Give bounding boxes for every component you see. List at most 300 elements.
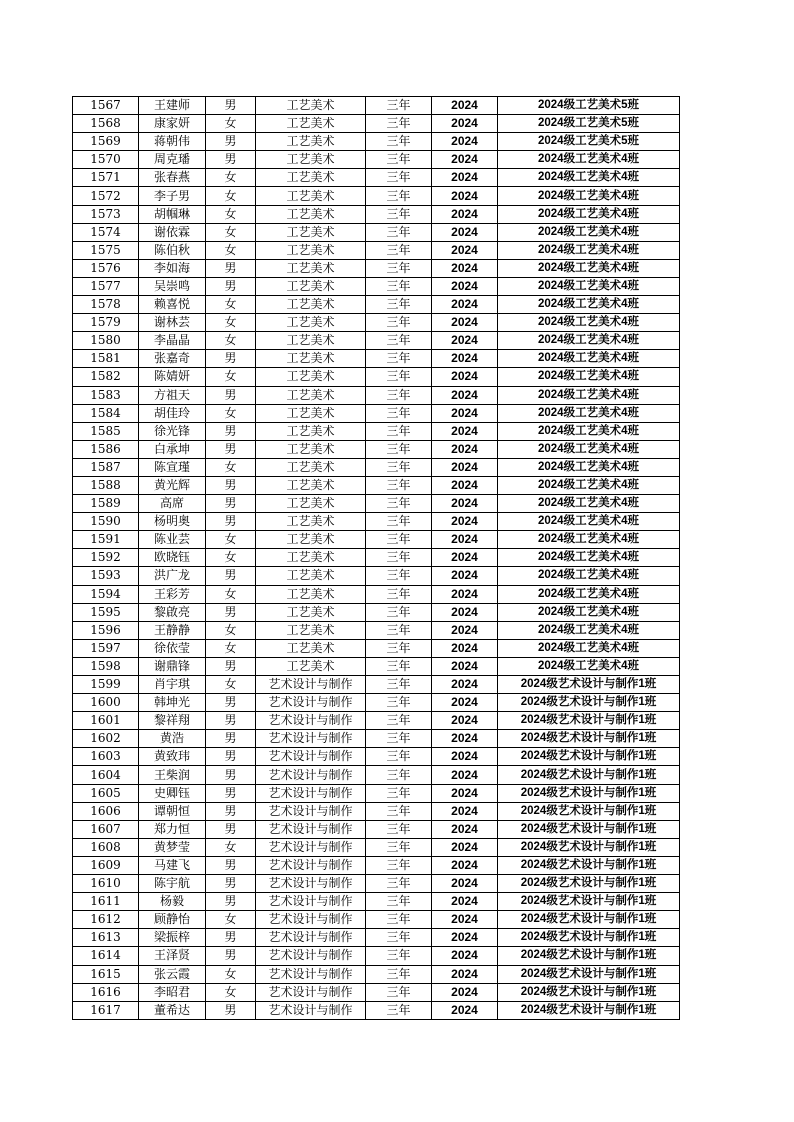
id-cell: 1574	[73, 223, 139, 241]
gender-cell: 男	[206, 277, 256, 295]
major-cell: 艺术设计与制作	[256, 766, 366, 784]
table-row	[73, 730, 680, 748]
name-cell: 张嘉奇	[139, 350, 206, 368]
major-cell: 工艺美术	[256, 513, 366, 531]
table-row	[73, 983, 680, 1001]
gender-cell: 女	[206, 621, 256, 639]
table-row	[73, 657, 680, 675]
year-cell: 2024	[432, 585, 498, 603]
duration-cell: 三年	[366, 241, 432, 259]
table-row	[73, 296, 680, 314]
gender-cell: 男	[206, 947, 256, 965]
major-cell: 艺术设计与制作	[256, 802, 366, 820]
table-row	[73, 875, 680, 893]
class-cell: 2024级工艺美术4班	[498, 205, 680, 223]
table-row	[73, 838, 680, 856]
name-cell: 蒋朝伟	[139, 133, 206, 151]
id-cell: 1581	[73, 350, 139, 368]
student-roster-table	[72, 96, 680, 1020]
duration-cell: 三年	[366, 603, 432, 621]
gender-cell: 男	[206, 440, 256, 458]
name-cell: 李子男	[139, 187, 206, 205]
duration-cell: 三年	[366, 277, 432, 295]
name-cell: 黄浩	[139, 730, 206, 748]
duration-cell: 三年	[366, 332, 432, 350]
table-row	[73, 784, 680, 802]
gender-cell: 女	[206, 404, 256, 422]
major-cell: 工艺美术	[256, 639, 366, 657]
id-cell: 1577	[73, 277, 139, 295]
duration-cell: 三年	[366, 585, 432, 603]
major-cell: 艺术设计与制作	[256, 893, 366, 911]
year-cell: 2024	[432, 386, 498, 404]
year-cell: 2024	[432, 983, 498, 1001]
duration-cell: 三年	[366, 440, 432, 458]
duration-cell: 三年	[366, 639, 432, 657]
table-row	[73, 368, 680, 386]
class-cell: 2024级工艺美术4班	[498, 187, 680, 205]
major-cell: 艺术设计与制作	[256, 983, 366, 1001]
table-row	[73, 205, 680, 223]
gender-cell: 男	[206, 712, 256, 730]
year-cell: 2024	[432, 531, 498, 549]
duration-cell: 三年	[366, 549, 432, 567]
class-cell: 2024级工艺美术5班	[498, 115, 680, 133]
gender-cell: 男	[206, 603, 256, 621]
major-cell: 工艺美术	[256, 223, 366, 241]
name-cell: 白承坤	[139, 440, 206, 458]
name-cell: 欧晓钰	[139, 549, 206, 567]
major-cell: 艺术设计与制作	[256, 694, 366, 712]
major-cell: 工艺美术	[256, 585, 366, 603]
id-cell: 1598	[73, 657, 139, 675]
major-cell: 工艺美术	[256, 259, 366, 277]
table-row	[73, 314, 680, 332]
gender-cell: 女	[206, 531, 256, 549]
year-cell: 2024	[432, 893, 498, 911]
name-cell: 谢依霖	[139, 223, 206, 241]
year-cell: 2024	[432, 115, 498, 133]
table-row	[73, 495, 680, 513]
duration-cell: 三年	[366, 513, 432, 531]
duration-cell: 三年	[366, 947, 432, 965]
id-cell: 1605	[73, 784, 139, 802]
id-cell: 1615	[73, 965, 139, 983]
duration-cell: 三年	[366, 205, 432, 223]
id-cell: 1571	[73, 169, 139, 187]
class-cell: 2024级工艺美术4班	[498, 332, 680, 350]
name-cell: 李如海	[139, 259, 206, 277]
major-cell: 工艺美术	[256, 404, 366, 422]
gender-cell: 女	[206, 639, 256, 657]
year-cell: 2024	[432, 766, 498, 784]
class-cell: 2024级工艺美术5班	[498, 133, 680, 151]
class-cell: 2024级工艺美术4班	[498, 440, 680, 458]
class-cell: 2024级工艺美术4班	[498, 151, 680, 169]
duration-cell: 三年	[366, 621, 432, 639]
class-cell: 2024级工艺美术4班	[498, 296, 680, 314]
table-row	[73, 856, 680, 874]
major-cell: 工艺美术	[256, 531, 366, 549]
duration-cell: 三年	[366, 784, 432, 802]
gender-cell: 女	[206, 458, 256, 476]
year-cell: 2024	[432, 205, 498, 223]
duration-cell: 三年	[366, 386, 432, 404]
name-cell: 史卿钰	[139, 784, 206, 802]
gender-cell: 男	[206, 513, 256, 531]
name-cell: 顾静怡	[139, 911, 206, 929]
year-cell: 2024	[432, 549, 498, 567]
gender-cell: 女	[206, 241, 256, 259]
major-cell: 工艺美术	[256, 151, 366, 169]
year-cell: 2024	[432, 476, 498, 494]
gender-cell: 男	[206, 476, 256, 494]
duration-cell: 三年	[366, 350, 432, 368]
major-cell: 工艺美术	[256, 422, 366, 440]
year-cell: 2024	[432, 947, 498, 965]
duration-cell: 三年	[366, 730, 432, 748]
year-cell: 2024	[432, 838, 498, 856]
year-cell: 2024	[432, 277, 498, 295]
table-row	[73, 621, 680, 639]
table-row	[73, 748, 680, 766]
table-row	[73, 802, 680, 820]
name-cell: 陈伯秋	[139, 241, 206, 259]
year-cell: 2024	[432, 187, 498, 205]
class-cell: 2024级艺术设计与制作1班	[498, 1001, 680, 1019]
name-cell: 谢鼎锋	[139, 657, 206, 675]
id-cell: 1617	[73, 1001, 139, 1019]
duration-cell: 三年	[366, 404, 432, 422]
duration-cell: 三年	[366, 567, 432, 585]
year-cell: 2024	[432, 657, 498, 675]
duration-cell: 三年	[366, 748, 432, 766]
id-cell: 1587	[73, 458, 139, 476]
id-cell: 1590	[73, 513, 139, 531]
duration-cell: 三年	[366, 531, 432, 549]
id-cell: 1568	[73, 115, 139, 133]
class-cell: 2024级艺术设计与制作1班	[498, 965, 680, 983]
class-cell: 2024级工艺美术4班	[498, 350, 680, 368]
name-cell: 洪广龙	[139, 567, 206, 585]
duration-cell: 三年	[366, 1001, 432, 1019]
id-cell: 1584	[73, 404, 139, 422]
year-cell: 2024	[432, 314, 498, 332]
name-cell: 徐依莹	[139, 639, 206, 657]
year-cell: 2024	[432, 567, 498, 585]
class-cell: 2024级艺术设计与制作1班	[498, 694, 680, 712]
major-cell: 艺术设计与制作	[256, 784, 366, 802]
name-cell: 张春燕	[139, 169, 206, 187]
major-cell: 工艺美术	[256, 350, 366, 368]
duration-cell: 三年	[366, 476, 432, 494]
gender-cell: 女	[206, 115, 256, 133]
duration-cell: 三年	[366, 694, 432, 712]
id-cell: 1592	[73, 549, 139, 567]
year-cell: 2024	[432, 856, 498, 874]
year-cell: 2024	[432, 296, 498, 314]
gender-cell: 男	[206, 1001, 256, 1019]
id-cell: 1597	[73, 639, 139, 657]
id-cell: 1583	[73, 386, 139, 404]
class-cell: 2024级工艺美术4班	[498, 368, 680, 386]
name-cell: 王彩芳	[139, 585, 206, 603]
name-cell: 谭朝恒	[139, 802, 206, 820]
duration-cell: 三年	[366, 495, 432, 513]
major-cell: 工艺美术	[256, 296, 366, 314]
duration-cell: 三年	[366, 422, 432, 440]
major-cell: 工艺美术	[256, 277, 366, 295]
year-cell: 2024	[432, 712, 498, 730]
class-cell: 2024级艺术设计与制作1班	[498, 730, 680, 748]
name-cell: 陈婧妍	[139, 368, 206, 386]
name-cell: 陈业芸	[139, 531, 206, 549]
class-cell: 2024级艺术设计与制作1班	[498, 784, 680, 802]
gender-cell: 男	[206, 495, 256, 513]
name-cell: 杨明奥	[139, 513, 206, 531]
table-row	[73, 241, 680, 259]
class-cell: 2024级艺术设计与制作1班	[498, 875, 680, 893]
duration-cell: 三年	[366, 893, 432, 911]
id-cell: 1586	[73, 440, 139, 458]
table-row	[73, 712, 680, 730]
major-cell: 艺术设计与制作	[256, 875, 366, 893]
table-row	[73, 676, 680, 694]
duration-cell: 三年	[366, 676, 432, 694]
gender-cell: 男	[206, 657, 256, 675]
table-row	[73, 151, 680, 169]
major-cell: 工艺美术	[256, 458, 366, 476]
id-cell: 1593	[73, 567, 139, 585]
major-cell: 工艺美术	[256, 332, 366, 350]
table-row	[73, 585, 680, 603]
gender-cell: 男	[206, 350, 256, 368]
id-cell: 1616	[73, 983, 139, 1001]
name-cell: 梁振梓	[139, 929, 206, 947]
year-cell: 2024	[432, 513, 498, 531]
year-cell: 2024	[432, 495, 498, 513]
id-cell: 1588	[73, 476, 139, 494]
class-cell: 2024级工艺美术4班	[498, 169, 680, 187]
major-cell: 工艺美术	[256, 368, 366, 386]
id-cell: 1601	[73, 712, 139, 730]
name-cell: 方祖天	[139, 386, 206, 404]
name-cell: 吴崇鸣	[139, 277, 206, 295]
gender-cell: 女	[206, 332, 256, 350]
class-cell: 2024级工艺美术4班	[498, 277, 680, 295]
name-cell: 肖宇琪	[139, 676, 206, 694]
name-cell: 张云霞	[139, 965, 206, 983]
id-cell: 1614	[73, 947, 139, 965]
class-cell: 2024级工艺美术5班	[498, 97, 680, 115]
major-cell: 艺术设计与制作	[256, 1001, 366, 1019]
table-row	[73, 766, 680, 784]
table-row	[73, 820, 680, 838]
name-cell: 谢林芸	[139, 314, 206, 332]
table-row	[73, 531, 680, 549]
major-cell: 工艺美术	[256, 386, 366, 404]
major-cell: 艺术设计与制作	[256, 838, 366, 856]
duration-cell: 三年	[366, 97, 432, 115]
duration-cell: 三年	[366, 965, 432, 983]
id-cell: 1589	[73, 495, 139, 513]
name-cell: 王静静	[139, 621, 206, 639]
gender-cell: 男	[206, 730, 256, 748]
class-cell: 2024级工艺美术4班	[498, 495, 680, 513]
name-cell: 康家妍	[139, 115, 206, 133]
year-cell: 2024	[432, 440, 498, 458]
name-cell: 王建师	[139, 97, 206, 115]
table-row	[73, 694, 680, 712]
major-cell: 艺术设计与制作	[256, 820, 366, 838]
id-cell: 1575	[73, 241, 139, 259]
class-cell: 2024级工艺美术4班	[498, 585, 680, 603]
id-cell: 1600	[73, 694, 139, 712]
gender-cell: 男	[206, 694, 256, 712]
year-cell: 2024	[432, 730, 498, 748]
table-row	[73, 440, 680, 458]
gender-cell: 女	[206, 585, 256, 603]
gender-cell: 男	[206, 802, 256, 820]
table-row	[73, 965, 680, 983]
class-cell: 2024级工艺美术4班	[498, 458, 680, 476]
major-cell: 工艺美术	[256, 187, 366, 205]
duration-cell: 三年	[366, 820, 432, 838]
id-cell: 1609	[73, 856, 139, 874]
name-cell: 陈宇航	[139, 875, 206, 893]
gender-cell: 男	[206, 151, 256, 169]
major-cell: 艺术设计与制作	[256, 730, 366, 748]
major-cell: 艺术设计与制作	[256, 676, 366, 694]
table-body	[73, 97, 680, 1020]
major-cell: 艺术设计与制作	[256, 856, 366, 874]
gender-cell: 女	[206, 549, 256, 567]
id-cell: 1606	[73, 802, 139, 820]
table-row	[73, 277, 680, 295]
table-row	[73, 97, 680, 115]
duration-cell: 三年	[366, 314, 432, 332]
class-cell: 2024级工艺美术4班	[498, 476, 680, 494]
year-cell: 2024	[432, 368, 498, 386]
year-cell: 2024	[432, 676, 498, 694]
table-row	[73, 567, 680, 585]
duration-cell: 三年	[366, 929, 432, 947]
id-cell: 1603	[73, 748, 139, 766]
gender-cell: 女	[206, 205, 256, 223]
id-cell: 1607	[73, 820, 139, 838]
id-cell: 1573	[73, 205, 139, 223]
class-cell: 2024级工艺美术4班	[498, 422, 680, 440]
major-cell: 艺术设计与制作	[256, 965, 366, 983]
duration-cell: 三年	[366, 766, 432, 784]
class-cell: 2024级艺术设计与制作1班	[498, 712, 680, 730]
duration-cell: 三年	[366, 983, 432, 1001]
major-cell: 艺术设计与制作	[256, 712, 366, 730]
name-cell: 周克璠	[139, 151, 206, 169]
duration-cell: 三年	[366, 151, 432, 169]
class-cell: 2024级艺术设计与制作1班	[498, 893, 680, 911]
year-cell: 2024	[432, 259, 498, 277]
major-cell: 艺术设计与制作	[256, 748, 366, 766]
gender-cell: 女	[206, 169, 256, 187]
major-cell: 工艺美术	[256, 440, 366, 458]
table-row	[73, 929, 680, 947]
major-cell: 工艺美术	[256, 205, 366, 223]
table-row	[73, 603, 680, 621]
duration-cell: 三年	[366, 458, 432, 476]
year-cell: 2024	[432, 97, 498, 115]
name-cell: 王柴润	[139, 766, 206, 784]
name-cell: 胡帼琳	[139, 205, 206, 223]
id-cell: 1579	[73, 314, 139, 332]
table-row	[73, 422, 680, 440]
year-cell: 2024	[432, 241, 498, 259]
year-cell: 2024	[432, 621, 498, 639]
table-row	[73, 386, 680, 404]
name-cell: 郑力恒	[139, 820, 206, 838]
duration-cell: 三年	[366, 296, 432, 314]
year-cell: 2024	[432, 929, 498, 947]
id-cell: 1613	[73, 929, 139, 947]
table-row	[73, 223, 680, 241]
id-cell: 1591	[73, 531, 139, 549]
year-cell: 2024	[432, 965, 498, 983]
name-cell: 李晶晶	[139, 332, 206, 350]
class-cell: 2024级工艺美术4班	[498, 386, 680, 404]
class-cell: 2024级工艺美术4班	[498, 513, 680, 531]
major-cell: 工艺美术	[256, 495, 366, 513]
id-cell: 1604	[73, 766, 139, 784]
major-cell: 艺术设计与制作	[256, 929, 366, 947]
duration-cell: 三年	[366, 133, 432, 151]
year-cell: 2024	[432, 694, 498, 712]
year-cell: 2024	[432, 911, 498, 929]
year-cell: 2024	[432, 1001, 498, 1019]
gender-cell: 女	[206, 676, 256, 694]
id-cell: 1585	[73, 422, 139, 440]
id-cell: 1582	[73, 368, 139, 386]
table-row	[73, 332, 680, 350]
gender-cell: 女	[206, 223, 256, 241]
gender-cell: 女	[206, 314, 256, 332]
name-cell: 胡佳玲	[139, 404, 206, 422]
year-cell: 2024	[432, 332, 498, 350]
table-row	[73, 458, 680, 476]
gender-cell: 男	[206, 875, 256, 893]
year-cell: 2024	[432, 223, 498, 241]
gender-cell: 男	[206, 784, 256, 802]
name-cell: 杨毅	[139, 893, 206, 911]
year-cell: 2024	[432, 802, 498, 820]
duration-cell: 三年	[366, 187, 432, 205]
id-cell: 1599	[73, 676, 139, 694]
class-cell: 2024级工艺美术4班	[498, 314, 680, 332]
major-cell: 艺术设计与制作	[256, 947, 366, 965]
table-row	[73, 947, 680, 965]
table-row	[73, 169, 680, 187]
id-cell: 1594	[73, 585, 139, 603]
name-cell: 赖喜悦	[139, 296, 206, 314]
name-cell: 董希达	[139, 1001, 206, 1019]
gender-cell: 男	[206, 929, 256, 947]
name-cell: 黄致玮	[139, 748, 206, 766]
class-cell: 2024级艺术设计与制作1班	[498, 911, 680, 929]
year-cell: 2024	[432, 603, 498, 621]
id-cell: 1602	[73, 730, 139, 748]
class-cell: 2024级艺术设计与制作1班	[498, 947, 680, 965]
class-cell: 2024级艺术设计与制作1班	[498, 856, 680, 874]
duration-cell: 三年	[366, 259, 432, 277]
